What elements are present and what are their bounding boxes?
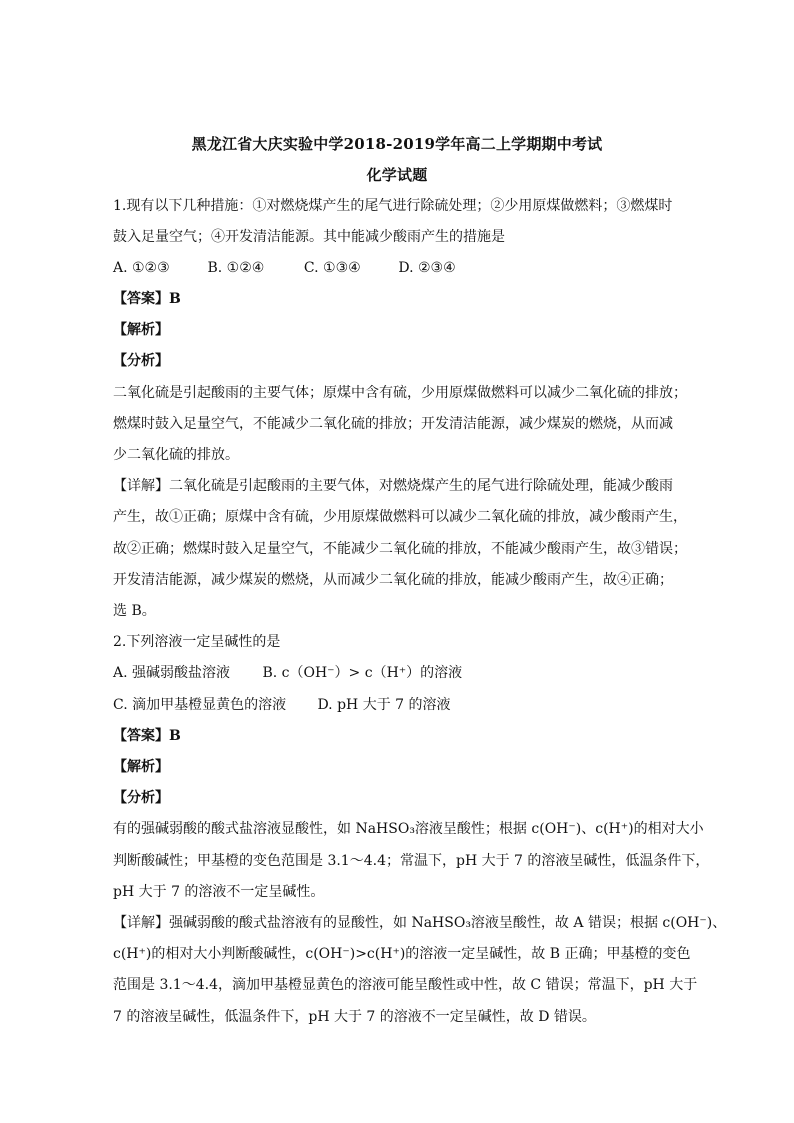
q2-detail-line-2: c(H⁺)的相对大小判断酸碱性，c(OH⁻)>c(H⁺)的溶液一定呈碱性，故 B 正确；甲基橙的变色 [113, 946, 691, 962]
q1-detail-line-3: 故②正确；燃煤时鼓入足量空气，不能减少二氧化硫的排放，不能减少酸雨产生，故③错误； [113, 541, 687, 557]
q1-detail-line-5: 选 B。 [113, 603, 156, 619]
q2-fenxi-line-3: pH 大于 7 的溶液不一定呈碱性。 [113, 884, 325, 900]
q1-fenxi-line-3: 少二氧化硫的排放。 [113, 447, 239, 463]
q1-fenxi-line-1: 二氧化硫是引起酸雨的主要气体；原煤中含有硫，少用原煤做燃料可以减少二氧化硫的排放； [113, 385, 687, 401]
q1-option-c: C. ①③④ [303, 260, 361, 276]
q2-answer: 【答案】B [113, 728, 181, 744]
q2-analysis-label: 【解析】 [113, 759, 169, 775]
q1-option-b: B. ①②④ [207, 260, 265, 276]
q2-option-c: C. 滴加甲基橙显黄色的溶液 [113, 697, 287, 713]
q1-options [113, 258, 456, 278]
q1-stem-line-1: 1.现有以下几种措施：①对燃烧煤产生的尾气进行除硫处理；②少用原煤做燃料；③燃煤时 [113, 198, 673, 214]
document-subtitle: 化学试题 [366, 166, 428, 184]
q2-detail-line-4: 7 的溶液呈碱性，低温条件下，pH 大于 7 的溶液不一定呈碱性，故 D 错误。 [113, 1009, 596, 1025]
q2-options-row-2 [113, 695, 451, 715]
q1-option-a: A. ①②③ [113, 260, 170, 276]
document-title: 黑龙江省大庆实验中学2018-2019学年高二上学期期中考试 [191, 135, 603, 153]
q2-options-row-1 [113, 663, 462, 683]
q1-fenxi-label: 【分析】 [113, 353, 169, 369]
q1-detail-line-1: 【详解】二氧化硫是引起酸雨的主要气体，对燃烧煤产生的尾气进行除硫处理，能减少酸雨 [113, 478, 673, 494]
q1-analysis-label: 【解析】 [113, 322, 169, 338]
q2-option-d: D. pH 大于 7 的溶液 [317, 697, 451, 713]
q1-stem-line-2: 鼓入足量空气；④开发清洁能源。其中能减少酸雨产生的措施是 [113, 229, 505, 245]
q2-fenxi-line-2: 判断酸碱性；甲基橙的变色范围是 3.1～4.4；常温下，pH 大于 7 的溶液呈碱性，低温条件下， [113, 853, 710, 869]
q2-option-a: A. 强碱弱酸盐溶液 [113, 665, 231, 681]
q1-detail-line-4: 开发清洁能源，减少煤炭的燃烧，从而减少二氧化硫的排放，能减少酸雨产生，故④正确； [113, 572, 673, 588]
q1-detail-line-2: 产生，故①正确；原煤中含有硫，少用原煤做燃料可以减少二氧化硫的排放，减少酸雨产生， [113, 509, 687, 525]
q2-option-b: B. c（OH⁻）> c（H⁺）的溶液 [262, 665, 463, 681]
q2-detail-line-1: 【详解】强碱弱酸的酸式盐溶液有的显酸性，如 NaHSO₃溶液呈酸性，故 A 错误；根据 c(OH⁻)、 [113, 915, 727, 931]
q1-fenxi-line-2: 燃煤时鼓入足量空气，不能减少二氧化硫的排放；开发清洁能源，减少煤炭的燃烧，从而减 [113, 416, 673, 432]
q2-stem: 2.下列溶液一定呈碱性的是 [113, 634, 281, 650]
q1-option-d: D. ②③④ [398, 260, 456, 276]
q2-detail-line-3: 范围是 3.1～4.4，滴加甲基橙显黄色的溶液可能呈酸性或中性，故 C 错误；常温下，pH 大于 [113, 977, 698, 993]
q2-fenxi-label: 【分析】 [113, 790, 169, 806]
q2-fenxi-line-1: 有的强碱弱酸的酸式盐溶液显酸性，如 NaHSO₃溶液呈酸性；根据 c(OH⁻)、c(H⁺)的相对大小 [113, 821, 704, 837]
q1-answer: 【答案】B [113, 291, 181, 307]
